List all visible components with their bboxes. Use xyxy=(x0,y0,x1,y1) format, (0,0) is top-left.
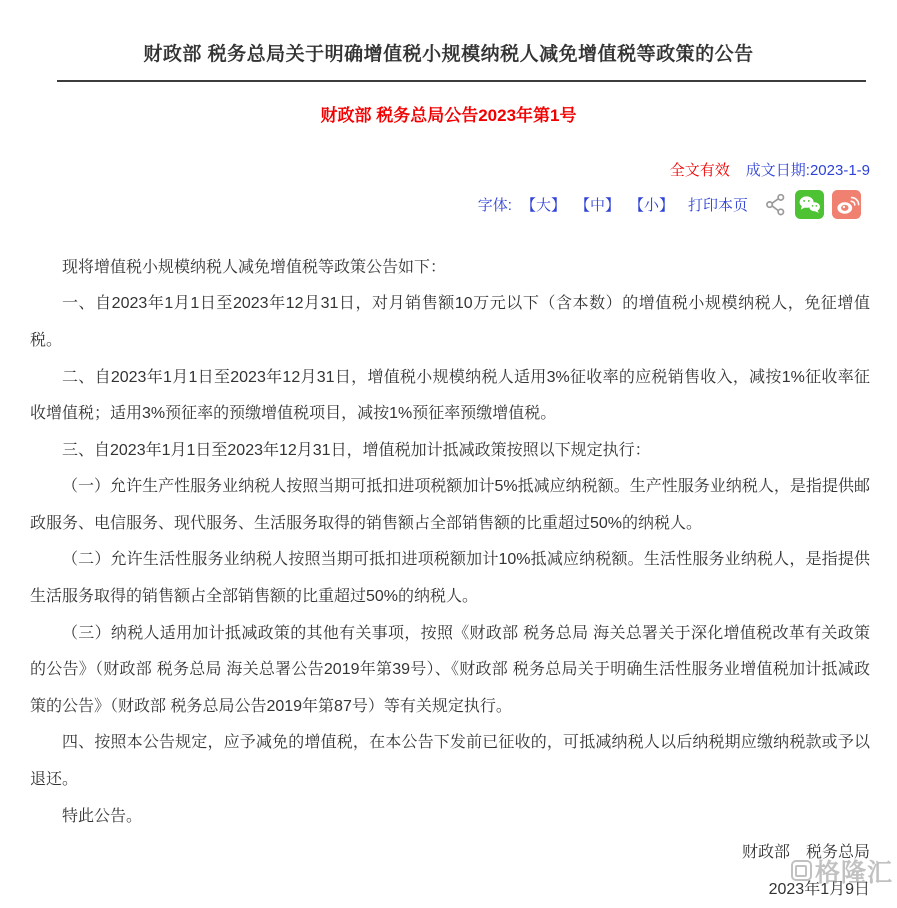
paragraph: 现将增值税小规模纳税人减免增值税等政策公告如下： xyxy=(62,258,447,276)
watermark-text: 格隆汇 xyxy=(814,858,893,887)
paragraph: （三）纳税人适用加计抵减政策的其他有关事项，按照《财政部 税务总局 海关总署关于深化增值税改革有关政策的公告》（财政部 税务总局 海关总署公告2019年第39号）、《财政部 税务总局关于明确生活性服务业增值税加计抵减政策的公告》（财政部 税务总局公告2019年第87号）等有关规定执行。 xyxy=(30,624,870,715)
font-size-small-button[interactable]: 【小】 xyxy=(628,196,674,214)
font-size-medium-button[interactable]: 【中】 xyxy=(574,196,620,214)
document-number: 财政部 税务总局公告2023年第1号 xyxy=(320,105,577,125)
signature-block xyxy=(0,835,870,908)
signature-date: 2023年1月9日 xyxy=(768,880,870,898)
announcement-page xyxy=(0,13,897,898)
paragraph: 特此公告。 xyxy=(62,807,143,825)
paragraph: 二、自2023年1月1日至2023年12月31日，增值税小规模纳税人适用3%征收率的应税销售收入，减按1%征收率征收增值税；适用3%预征率的预缴增值税项目，减按1%预征率预缴增值税。 xyxy=(30,368,870,423)
paragraph: 三、自2023年1月1日至2023年12月31日，增值税加计抵减政策按照以下规定执行： xyxy=(62,441,651,459)
paragraph: 四、按照本公告规定，应予减免的增值税，在本公告下发前已征收的，可抵减纳税人以后纳税期应缴纳税款或予以退还。 xyxy=(30,734,870,789)
document-body xyxy=(30,250,870,836)
paragraph: （二）允许生活性服务业纳税人按照当期可抵扣进项税额加计10%抵减应纳税额。生活性服务业纳税人，是指提供生活服务取得的销售额占全部销售额的比重超过50%的纳税人。 xyxy=(30,551,870,606)
issuing-agencies: 财政部 税务总局 xyxy=(741,844,870,862)
paragraph: （一）允许生产性服务业纳税人按照当期可抵扣进项税额加计5%抵减应纳税额。生产性服务业纳税人，是指提供邮政服务、电信服务、现代服务、生活服务取得的销售额占全部销售额的比重超过50%的纳税人。 xyxy=(30,478,870,532)
wechat-icon[interactable] xyxy=(795,190,824,219)
weibo-icon[interactable] xyxy=(832,190,861,219)
page-title: 财政部 税务总局关于明确增值税小规模纳税人减免增值税等政策的公告 xyxy=(143,43,754,65)
font-size-large-button[interactable]: 【大】 xyxy=(520,196,566,214)
font-size-label: 字体: xyxy=(477,196,512,214)
toolbar xyxy=(0,190,861,219)
issue-date: 成文日期:2023-1-9 xyxy=(745,161,870,179)
status-badge: 全文有效 xyxy=(669,161,730,179)
meta-row xyxy=(0,159,870,180)
share-icon[interactable] xyxy=(764,192,787,217)
paragraph: 一、自2023年1月1日至2023年12月31日，对月销售额10万元以下（含本数）的增值税小规模纳税人，免征增值税。 xyxy=(30,295,870,349)
print-page-button[interactable]: 打印本页 xyxy=(687,196,748,214)
title-divider xyxy=(57,80,866,82)
